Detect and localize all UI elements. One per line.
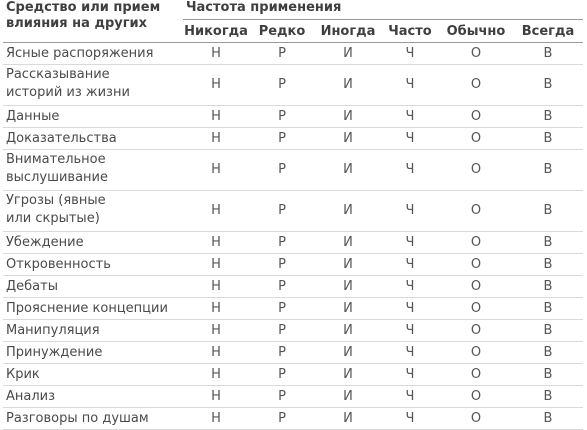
frequency-mark-usually: О — [439, 342, 513, 364]
frequency-mark-rarely: Р — [249, 386, 315, 408]
row-label — [3, 106, 183, 128]
influence-frequency-table — [3, 0, 583, 430]
frequency-mark-usually: О — [439, 191, 513, 232]
frequency-mark-usually: О — [439, 320, 513, 342]
frequency-mark-sometimes: И — [315, 364, 381, 386]
frequency-mark-often: Ч — [381, 386, 439, 408]
frequency-mark-always: В — [513, 364, 583, 386]
frequency-mark-rarely: Р — [249, 342, 315, 364]
row-label-line: Прояснение концепции — [6, 300, 168, 316]
row-label — [3, 364, 183, 386]
frequency-mark-often: Ч — [381, 191, 439, 232]
frequency-mark-rarely: Р — [249, 43, 315, 65]
frequency-mark-always: В — [513, 65, 583, 106]
row-label — [3, 342, 183, 364]
frequency-mark-never: Н — [183, 254, 249, 276]
table-row — [3, 386, 583, 408]
table-row — [3, 128, 583, 150]
frequency-mark-rarely: Р — [249, 191, 315, 232]
table-row — [3, 150, 583, 191]
frequency-mark-sometimes: И — [315, 276, 381, 298]
row-label — [3, 65, 183, 106]
label-header-line-1: Средство или прием — [6, 0, 161, 15]
frequency-mark-often: Ч — [381, 43, 439, 65]
frequency-mark-often: Ч — [381, 106, 439, 128]
frequency-mark-never: Н — [183, 232, 249, 254]
row-label-line: Анализ — [6, 388, 56, 404]
frequency-mark-always: В — [513, 254, 583, 276]
row-label-line: Ясные распоряжения — [6, 45, 154, 61]
frequency-mark-always: В — [513, 386, 583, 408]
frequency-mark-usually: О — [439, 408, 513, 430]
frequency-mark-often: Ч — [381, 232, 439, 254]
frequency-header: Частота применения — [183, 0, 583, 20]
frequency-mark-rarely: Р — [249, 232, 315, 254]
frequency-mark-usually: О — [439, 254, 513, 276]
frequency-mark-usually: О — [439, 276, 513, 298]
row-label-line: Дебаты — [6, 278, 58, 294]
frequency-mark-rarely: Р — [249, 298, 315, 320]
frequency-mark-rarely: Р — [249, 106, 315, 128]
row-label-line: Доказательства — [6, 130, 117, 146]
frequency-mark-often: Ч — [381, 320, 439, 342]
frequency-mark-often: Ч — [381, 65, 439, 106]
row-label-line: Убеждение — [6, 234, 84, 250]
frequency-mark-rarely: Р — [249, 150, 315, 191]
frequency-mark-never: Н — [183, 298, 249, 320]
frequency-mark-never: Н — [183, 320, 249, 342]
frequency-mark-usually: О — [439, 364, 513, 386]
table-row — [3, 408, 583, 430]
table-row — [3, 65, 583, 106]
frequency-mark-often: Ч — [381, 298, 439, 320]
frequency-mark-always: В — [513, 276, 583, 298]
frequency-mark-often: Ч — [381, 128, 439, 150]
table-row — [3, 342, 583, 364]
frequency-mark-often: Ч — [381, 276, 439, 298]
frequency-mark-sometimes: И — [315, 65, 381, 106]
row-label — [3, 386, 183, 408]
frequency-mark-sometimes: И — [315, 408, 381, 430]
column-header-usually: Обычно — [439, 20, 513, 43]
row-label — [3, 232, 183, 254]
row-label — [3, 254, 183, 276]
frequency-mark-always: В — [513, 342, 583, 364]
label-column-header — [3, 0, 183, 43]
row-label-line: Данные — [6, 108, 60, 124]
frequency-mark-always: В — [513, 150, 583, 191]
row-label — [3, 128, 183, 150]
row-label — [3, 320, 183, 342]
frequency-mark-never: Н — [183, 128, 249, 150]
table-row — [3, 106, 583, 128]
frequency-mark-usually: О — [439, 128, 513, 150]
column-header-sometimes: Иногда — [315, 20, 381, 43]
frequency-mark-usually: О — [439, 298, 513, 320]
frequency-mark-sometimes: И — [315, 43, 381, 65]
column-header-never: Никогда — [183, 20, 249, 43]
frequency-mark-often: Ч — [381, 254, 439, 276]
frequency-mark-sometimes: И — [315, 128, 381, 150]
frequency-mark-sometimes: И — [315, 150, 381, 191]
row-label — [3, 43, 183, 65]
frequency-mark-often: Ч — [381, 364, 439, 386]
row-label-line: Рассказывание — [6, 67, 110, 82]
table-row — [3, 364, 583, 386]
table-row — [3, 191, 583, 232]
frequency-mark-never: Н — [183, 191, 249, 232]
frequency-mark-always: В — [513, 43, 583, 65]
frequency-mark-sometimes: И — [315, 191, 381, 232]
frequency-mark-usually: О — [439, 106, 513, 128]
frequency-mark-usually: О — [439, 43, 513, 65]
frequency-mark-always: В — [513, 298, 583, 320]
frequency-mark-usually: О — [439, 386, 513, 408]
table-row — [3, 320, 583, 342]
column-header-always: Всегда — [513, 20, 583, 43]
row-label — [3, 150, 183, 191]
frequency-mark-always: В — [513, 408, 583, 430]
row-label-line: Внимательное — [6, 152, 106, 167]
frequency-mark-always: В — [513, 320, 583, 342]
table-row — [3, 43, 583, 65]
row-label — [3, 191, 183, 232]
row-label-line: Крик — [6, 366, 40, 382]
frequency-mark-sometimes: И — [315, 232, 381, 254]
frequency-mark-often: Ч — [381, 342, 439, 364]
column-header-often: Часто — [381, 20, 439, 43]
frequency-mark-rarely: Р — [249, 364, 315, 386]
row-label-line: или скрытые) — [6, 211, 100, 226]
table-header — [3, 0, 583, 43]
frequency-mark-sometimes: И — [315, 386, 381, 408]
frequency-mark-never: Н — [183, 408, 249, 430]
frequency-mark-usually: О — [439, 65, 513, 106]
frequency-mark-rarely: Р — [249, 408, 315, 430]
frequency-mark-usually: О — [439, 150, 513, 191]
table-row — [3, 254, 583, 276]
frequency-mark-sometimes: И — [315, 106, 381, 128]
row-label-line: выслушивание — [6, 170, 108, 185]
row-label — [3, 408, 183, 430]
frequency-mark-never: Н — [183, 65, 249, 106]
frequency-mark-rarely: Р — [249, 276, 315, 298]
frequency-mark-always: В — [513, 128, 583, 150]
frequency-mark-never: Н — [183, 150, 249, 191]
column-header-rarely: Редко — [249, 20, 315, 43]
frequency-mark-sometimes: И — [315, 254, 381, 276]
row-label-line: Принуждение — [6, 344, 103, 360]
frequency-mark-rarely: Р — [249, 320, 315, 342]
frequency-mark-sometimes: И — [315, 298, 381, 320]
frequency-mark-usually: О — [439, 232, 513, 254]
frequency-mark-often: Ч — [381, 408, 439, 430]
frequency-mark-always: В — [513, 191, 583, 232]
row-label — [3, 298, 183, 320]
frequency-mark-often: Ч — [381, 150, 439, 191]
frequency-mark-always: В — [513, 106, 583, 128]
frequency-mark-rarely: Р — [249, 65, 315, 106]
row-label-line: историй из жизни — [6, 85, 130, 100]
row-label-line: Разговоры по душам — [6, 410, 149, 426]
frequency-mark-never: Н — [183, 386, 249, 408]
frequency-mark-rarely: Р — [249, 128, 315, 150]
frequency-mark-never: Н — [183, 276, 249, 298]
frequency-mark-rarely: Р — [249, 254, 315, 276]
row-label-line: Манипуляция — [6, 322, 100, 338]
label-header-line-2: влияния на других — [6, 16, 148, 31]
frequency-mark-never: Н — [183, 364, 249, 386]
row-label — [3, 276, 183, 298]
frequency-mark-never: Н — [183, 342, 249, 364]
row-label-line: Угрозы (явные — [6, 193, 106, 208]
frequency-mark-always: В — [513, 232, 583, 254]
table-body — [3, 43, 583, 430]
frequency-mark-sometimes: И — [315, 320, 381, 342]
table-row — [3, 276, 583, 298]
table-row — [3, 232, 583, 254]
frequency-mark-never: Н — [183, 106, 249, 128]
table-row — [3, 298, 583, 320]
row-label-line: Откровенность — [6, 256, 111, 272]
frequency-mark-sometimes: И — [315, 342, 381, 364]
frequency-mark-never: Н — [183, 43, 249, 65]
